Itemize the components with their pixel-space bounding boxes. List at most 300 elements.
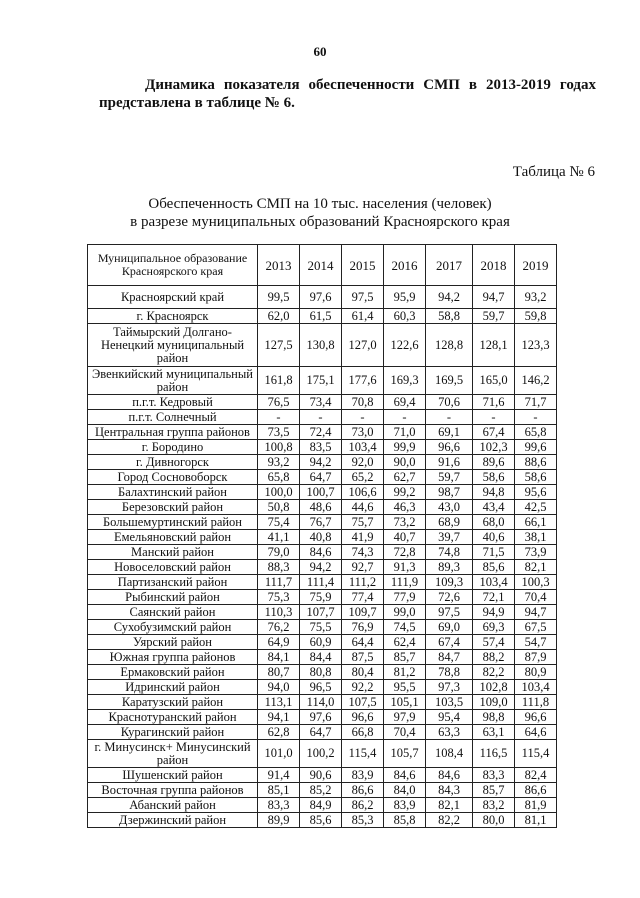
row-value: 85,7 [473,783,515,798]
row-value: 43,0 [426,500,473,515]
row-value: 88,2 [473,650,515,665]
row-value: 111,9 [384,575,426,590]
row-value: 85,2 [300,783,342,798]
table-row [88,575,557,590]
row-value: 82,4 [515,768,557,783]
table-row [88,286,557,309]
row-value: 99,0 [384,605,426,620]
row-value: 111,8 [515,695,557,710]
row-value: 64,7 [300,470,342,485]
row-value: 76,7 [300,515,342,530]
row-value: 50,8 [258,500,300,515]
row-name: Березовский район [88,500,258,515]
row-name: Каратузский район [88,695,258,710]
row-value: 109,0 [473,695,515,710]
row-value: 99,6 [515,440,557,455]
row-value: 72,8 [384,545,426,560]
intro-word: Динамика [145,77,215,93]
table-row [88,740,557,768]
row-value: 127,0 [342,324,384,367]
row-value: 69,4 [384,395,426,410]
row-value: 83,9 [384,798,426,813]
row-value: 73,4 [300,395,342,410]
row-name: Ермаковский район [88,665,258,680]
row-name: Абанский район [88,798,258,813]
row-value: 96,5 [300,680,342,695]
row-value: 111,2 [342,575,384,590]
row-value: 85,6 [300,813,342,828]
row-value: 41,9 [342,530,384,545]
row-value: 74,5 [384,620,426,635]
table-row [88,324,557,367]
row-value: 102,8 [473,680,515,695]
row-value: 84,7 [426,650,473,665]
row-value: 115,4 [342,740,384,768]
row-value: 128,8 [426,324,473,367]
intro-line-1 [99,76,596,94]
row-value: 84,6 [426,768,473,783]
row-value: 97,3 [426,680,473,695]
row-value: 65,8 [258,470,300,485]
table-row [88,710,557,725]
row-value: 62,4 [384,635,426,650]
row-value: 107,5 [342,695,384,710]
row-value: 89,9 [258,813,300,828]
row-value: 127,5 [258,324,300,367]
row-value: 39,7 [426,530,473,545]
table-header-row [88,245,557,286]
row-value: 94,7 [473,286,515,309]
row-value: 94,9 [473,605,515,620]
row-value: 96,6 [515,710,557,725]
row-name: Шушенский район [88,768,258,783]
row-value: 113,1 [258,695,300,710]
row-value: 58,6 [473,470,515,485]
row-name: Город Сосновоборск [88,470,258,485]
table-row [88,695,557,710]
row-value: 48,6 [300,500,342,515]
row-name: г. Минусинск+ Минусинский район [88,740,258,768]
header-year: 2019 [515,245,557,286]
row-value: 91,3 [384,560,426,575]
row-value: 87,5 [342,650,384,665]
row-value: 64,4 [342,635,384,650]
row-value: 81,2 [384,665,426,680]
row-name: Саянский район [88,605,258,620]
row-value: 97,5 [426,605,473,620]
row-value: 82,2 [426,813,473,828]
row-value: 69,0 [426,620,473,635]
table-row [88,515,557,530]
row-value: 84,9 [300,798,342,813]
row-value: 99,2 [384,485,426,500]
row-value: 75,9 [300,590,342,605]
row-value: 100,0 [258,485,300,500]
row-value: 103,4 [473,575,515,590]
row-value: 169,5 [426,367,473,395]
row-value: 44,6 [342,500,384,515]
row-value: 92,0 [342,455,384,470]
table-row [88,395,557,410]
row-value: 63,1 [473,725,515,740]
row-value: 67,5 [515,620,557,635]
row-value: 100,3 [515,575,557,590]
row-value: 68,9 [426,515,473,530]
table-row [88,590,557,605]
row-value: 80,8 [300,665,342,680]
row-value: 42,5 [515,500,557,515]
row-value: 169,3 [384,367,426,395]
row-value: 82,1 [426,798,473,813]
row-value: 128,1 [473,324,515,367]
row-value: 95,6 [515,485,557,500]
row-value: 67,4 [426,635,473,650]
table-row [88,725,557,740]
row-value: 108,4 [426,740,473,768]
row-name: Уярский район [88,635,258,650]
row-value: 84,4 [300,650,342,665]
row-value: 46,3 [384,500,426,515]
row-value: 69,3 [473,620,515,635]
row-value: 100,7 [300,485,342,500]
row-value: 83,9 [342,768,384,783]
row-value: 40,6 [473,530,515,545]
row-name: Краснотуранский район [88,710,258,725]
row-value: 93,2 [258,455,300,470]
row-value: 107,7 [300,605,342,620]
row-value: 161,8 [258,367,300,395]
row-value: 86,2 [342,798,384,813]
row-value: 82,2 [473,665,515,680]
table-row [88,455,557,470]
row-name: г. Бородино [88,440,258,455]
row-value: 43,4 [473,500,515,515]
row-value: 62,8 [258,725,300,740]
row-value: 146,2 [515,367,557,395]
row-name: Красноярский край [88,286,258,309]
row-value: 99,5 [258,286,300,309]
row-value: 88,3 [258,560,300,575]
row-value: 75,5 [300,620,342,635]
row-value: 60,9 [300,635,342,650]
table-title-line-2: в разрезе муниципальных образований Красноярского края [130,214,510,230]
row-value: 73,5 [258,425,300,440]
row-value: 86,6 [515,783,557,798]
row-value: - [384,410,426,425]
row-name: Курагинский район [88,725,258,740]
row-value: 86,6 [342,783,384,798]
row-value: 94,2 [300,455,342,470]
intro-word: в [468,77,477,93]
row-value: 78,8 [426,665,473,680]
row-name: г. Дивногорск [88,455,258,470]
row-value: 61,4 [342,309,384,324]
header-year: 2013 [258,245,300,286]
row-value: 95,4 [426,710,473,725]
header-municipality: Муниципальное образование Красноярского края [88,245,258,286]
row-name: Партизанский район [88,575,258,590]
row-value: 103,5 [426,695,473,710]
row-value: 61,5 [300,309,342,324]
row-value: 38,1 [515,530,557,545]
table-row [88,530,557,545]
row-value: - [300,410,342,425]
row-value: 85,6 [473,560,515,575]
table-row [88,560,557,575]
row-value: 64,7 [300,725,342,740]
header-year: 2017 [426,245,473,286]
row-value: 75,3 [258,590,300,605]
row-value: 92,7 [342,560,384,575]
row-value: 40,8 [300,530,342,545]
row-value: 63,3 [426,725,473,740]
table-row [88,665,557,680]
row-value: 94,2 [300,560,342,575]
row-value: 84,1 [258,650,300,665]
table-row [88,813,557,828]
row-value: 70,8 [342,395,384,410]
row-value: 58,8 [426,309,473,324]
row-value: 80,7 [258,665,300,680]
row-value: 60,3 [384,309,426,324]
table-row [88,500,557,515]
table-row [88,410,557,425]
row-name: Центральная группа районов [88,425,258,440]
row-value: 64,9 [258,635,300,650]
row-value: 77,4 [342,590,384,605]
row-name: Рыбинский район [88,590,258,605]
row-name: Таймырский Долгано-Ненецкий муниципальный район [88,324,258,367]
row-name: Новоселовский район [88,560,258,575]
row-value: 97,6 [300,286,342,309]
row-value: 109,3 [426,575,473,590]
row-value: 110,3 [258,605,300,620]
row-value: 92,2 [342,680,384,695]
table-title-line-1: Обеспеченность СМП на 10 тыс. населения (человек) [148,196,492,212]
row-value: 67,4 [473,425,515,440]
row-value: 84,6 [384,768,426,783]
row-value: 103,4 [342,440,384,455]
row-value: 97,6 [300,710,342,725]
row-value: 72,6 [426,590,473,605]
row-value: 73,2 [384,515,426,530]
row-name: Емельяновский район [88,530,258,545]
row-value: 84,0 [384,783,426,798]
row-value: 94,1 [258,710,300,725]
row-value: 90,0 [384,455,426,470]
row-value: 95,5 [384,680,426,695]
row-value: 175,1 [300,367,342,395]
row-value: 65,8 [515,425,557,440]
row-value: - [473,410,515,425]
row-value: 105,7 [384,740,426,768]
table-row [88,440,557,455]
row-value: 94,8 [473,485,515,500]
table-row [88,605,557,620]
row-value: 96,6 [342,710,384,725]
intro-paragraph [99,76,596,112]
data-table [87,244,557,828]
row-value: 165,0 [473,367,515,395]
row-value: 65,2 [342,470,384,485]
row-value: 89,3 [426,560,473,575]
row-value: 76,2 [258,620,300,635]
row-value: 114,0 [300,695,342,710]
row-value: 62,0 [258,309,300,324]
row-value: 70,4 [384,725,426,740]
row-value: 41,1 [258,530,300,545]
row-value: 73,9 [515,545,557,560]
row-value: 76,9 [342,620,384,635]
row-value: 94,2 [426,286,473,309]
row-value: 73,0 [342,425,384,440]
row-value: 68,0 [473,515,515,530]
row-value: - [426,410,473,425]
table-row [88,798,557,813]
row-value: 66,8 [342,725,384,740]
row-value: 83,3 [258,798,300,813]
table-row [88,470,557,485]
row-value: 100,2 [300,740,342,768]
row-value: 71,7 [515,395,557,410]
table-label: Таблица № 6 [512,164,595,180]
table-row [88,425,557,440]
row-value: 84,6 [300,545,342,560]
table-container [87,244,557,828]
row-value: 79,0 [258,545,300,560]
page-number: 60 [313,44,327,59]
row-name: Манский район [88,545,258,560]
row-value: 130,8 [300,324,342,367]
row-name: Дзержинский район [88,813,258,828]
row-name: Большемуртинский район [88,515,258,530]
table-row [88,635,557,650]
row-value: 105,1 [384,695,426,710]
row-value: 89,6 [473,455,515,470]
row-value: 87,9 [515,650,557,665]
row-value: 81,9 [515,798,557,813]
row-name: Южная группа районов [88,650,258,665]
row-value: 96,6 [426,440,473,455]
row-value: 116,5 [473,740,515,768]
row-value: 97,5 [342,286,384,309]
row-value: 74,8 [426,545,473,560]
row-name: Балахтинский район [88,485,258,500]
row-value: 80,4 [342,665,384,680]
row-value: 83,2 [473,798,515,813]
intro-word: показателя [223,77,300,93]
row-value: - [258,410,300,425]
row-value: 76,5 [258,395,300,410]
header-year: 2016 [384,245,426,286]
row-value: 177,6 [342,367,384,395]
row-value: 111,7 [258,575,300,590]
row-value: 98,8 [473,710,515,725]
row-value: 82,1 [515,560,557,575]
row-value: 81,1 [515,813,557,828]
row-value: 102,3 [473,440,515,455]
row-value: 69,1 [426,425,473,440]
row-value: 85,3 [342,813,384,828]
row-value: 85,1 [258,783,300,798]
header-year: 2014 [300,245,342,286]
row-value: 99,9 [384,440,426,455]
row-value: - [342,410,384,425]
row-value: 100,8 [258,440,300,455]
table-row [88,367,557,395]
row-value: 98,7 [426,485,473,500]
intro-word: годах [559,77,596,93]
row-value: 101,0 [258,740,300,768]
row-value: 83,3 [473,768,515,783]
row-value: 111,4 [300,575,342,590]
row-value: 80,0 [473,813,515,828]
row-value: 93,2 [515,286,557,309]
table-row [88,680,557,695]
row-name: п.г.т. Кедровый [88,395,258,410]
row-value: 64,6 [515,725,557,740]
row-value: 71,6 [473,395,515,410]
row-name: Сухобузимский район [88,620,258,635]
row-value: 62,7 [384,470,426,485]
row-value: 70,4 [515,590,557,605]
row-value: 84,3 [426,783,473,798]
row-name: Восточная группа районов [88,783,258,798]
row-value: 77,9 [384,590,426,605]
row-value: 54,7 [515,635,557,650]
row-name: г. Красноярск [88,309,258,324]
table-row [88,783,557,798]
row-value: 91,4 [258,768,300,783]
row-value: 80,9 [515,665,557,680]
row-value: 59,8 [515,309,557,324]
row-value: 97,9 [384,710,426,725]
row-value: 75,4 [258,515,300,530]
row-value: 85,7 [384,650,426,665]
intro-word: 2013-2019 [485,77,551,93]
row-name: Идринский район [88,680,258,695]
row-value: 71,5 [473,545,515,560]
row-value: 40,7 [384,530,426,545]
row-value: 94,0 [258,680,300,695]
row-value: 72,1 [473,590,515,605]
row-value: 75,7 [342,515,384,530]
header-year: 2015 [342,245,384,286]
table-row [88,620,557,635]
row-value: 123,3 [515,324,557,367]
table-row [88,485,557,500]
row-value: 74,3 [342,545,384,560]
row-value: 109,7 [342,605,384,620]
row-value: 59,7 [473,309,515,324]
row-name: Эвенкийский муниципальный район [88,367,258,395]
table-title [0,195,640,231]
row-value: 94,7 [515,605,557,620]
row-value: 106,6 [342,485,384,500]
row-value: 90,6 [300,768,342,783]
row-value: 70,6 [426,395,473,410]
row-value: 122,6 [384,324,426,367]
row-name: п.г.т. Солнечный [88,410,258,425]
row-value: 85,8 [384,813,426,828]
row-value: 66,1 [515,515,557,530]
table-row [88,650,557,665]
row-value: 59,7 [426,470,473,485]
intro-word: обеспеченности [308,77,415,93]
row-value: 72,4 [300,425,342,440]
row-value: 115,4 [515,740,557,768]
header-year: 2018 [473,245,515,286]
